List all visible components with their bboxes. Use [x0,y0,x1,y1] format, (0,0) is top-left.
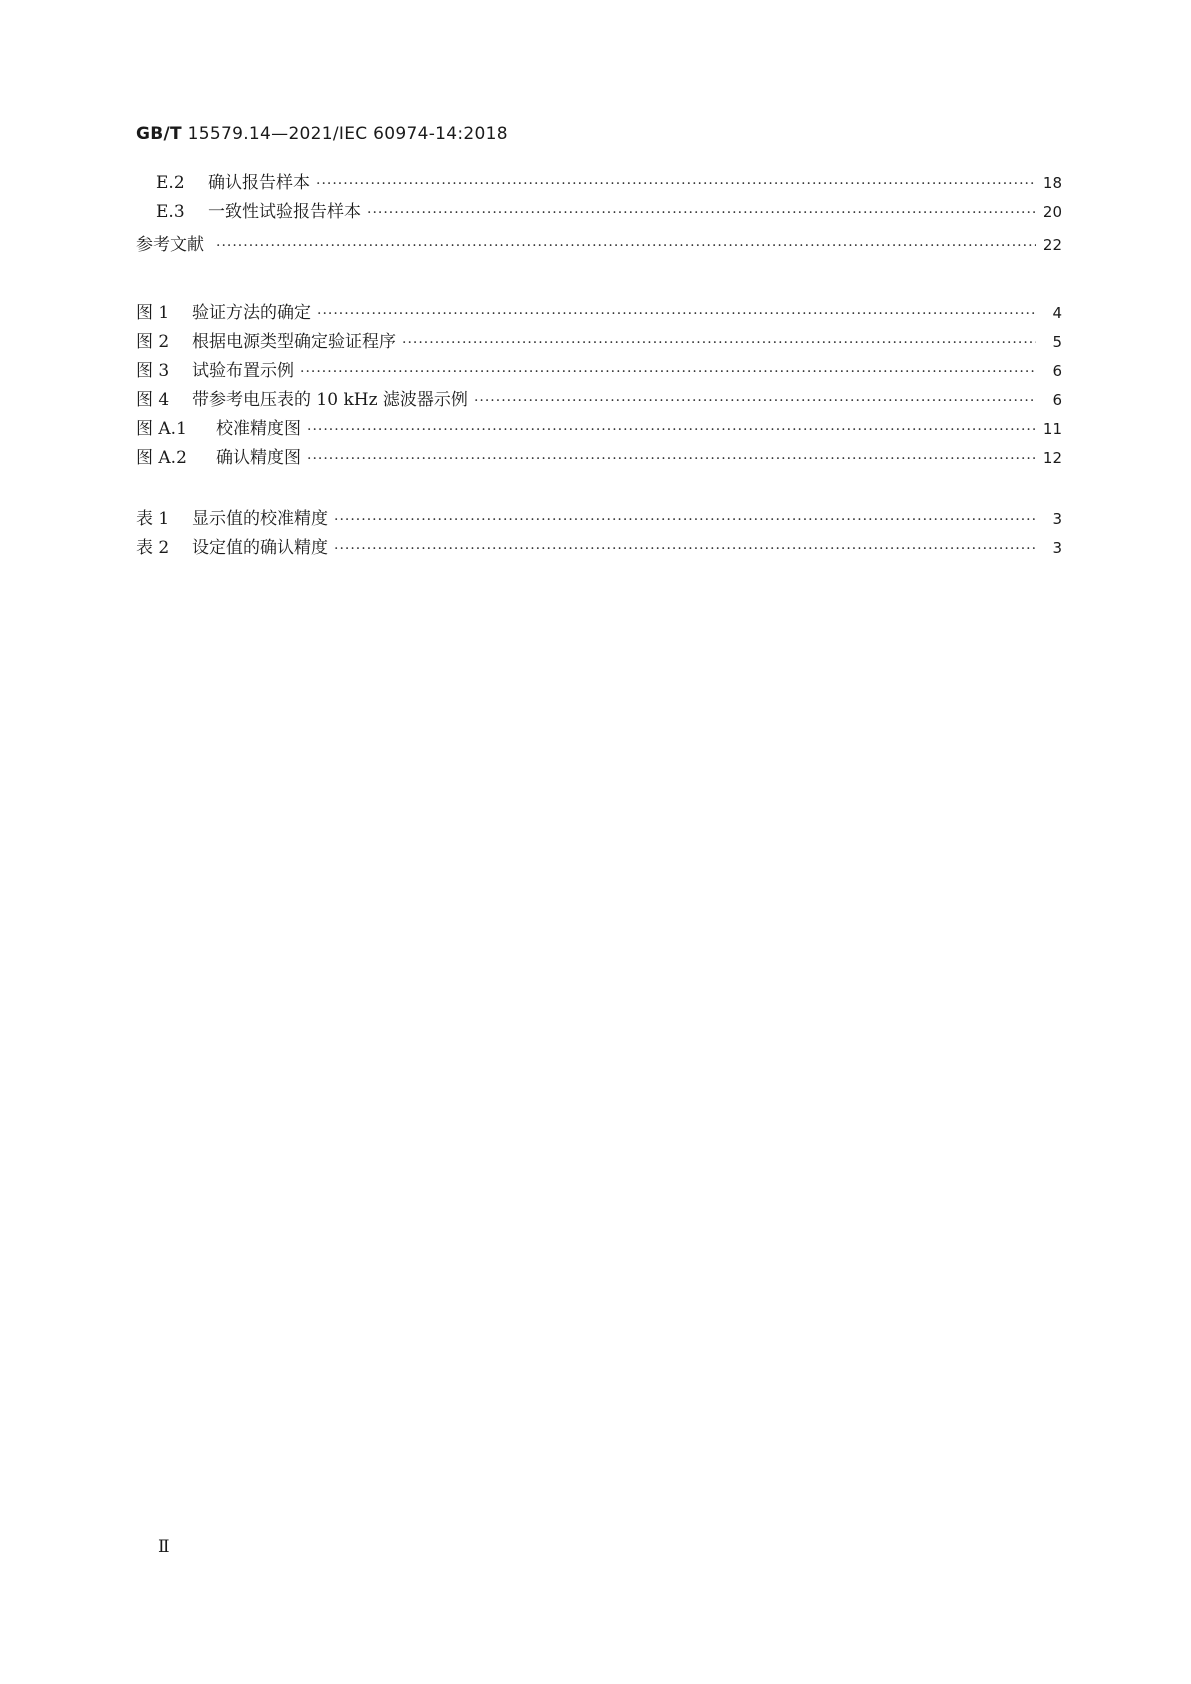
toc-table-entry[interactable] [136,504,1062,530]
page-number: Ⅱ [158,1537,170,1557]
toc-entry-label: 参考文献 [136,235,204,255]
toc-leader-dots [307,422,1036,438]
toc-figure-entry[interactable] [136,356,1062,382]
toc-leader-dots [216,238,1036,254]
toc-entry-page: 5 [1052,333,1062,351]
toc-entry-number: 图 2 [136,332,170,352]
toc-entry-label: 设定值的确认精度 [192,538,328,558]
toc-entry-page: 6 [1052,362,1062,380]
toc-entry-page: 3 [1052,539,1062,557]
toc-entry-label: 带参考电压表的 10 kHz 滤波器示例 [192,390,468,410]
toc-table-entry[interactable] [136,533,1062,559]
toc-entry-label: 确认精度图 [216,448,301,468]
standard-number: 15579.14—2021/IEC 60974-14:2018 [181,124,508,144]
toc-figure-entry[interactable] [136,443,1062,469]
toc-entry-number: 图 4 [136,390,170,410]
toc-entry[interactable] [136,168,1062,194]
toc-entry-page: 20 [1042,203,1062,221]
toc-entry-number: 图 1 [136,303,170,323]
toc-entry-page: 11 [1042,420,1062,438]
toc-entry-page: 3 [1052,510,1062,528]
toc-entry-label: 根据电源类型确定验证程序 [192,332,396,352]
toc-entry-number: 图 A.2 [136,448,187,468]
toc-leader-dots [402,335,1036,351]
toc-leader-dots [316,176,1036,192]
toc-entry-page: 22 [1042,236,1062,254]
toc-entry-number: E.3 [156,202,185,222]
toc-leader-dots [334,541,1036,557]
standard-prefix: GB/T [136,124,182,144]
toc-entry-page: 6 [1052,391,1062,409]
toc-figure-entry[interactable] [136,298,1062,324]
toc-entry-label: 显示值的校准精度 [192,509,328,529]
toc-leader-dots [307,451,1036,467]
toc-entry-label: 一致性试验报告样本 [208,202,361,222]
toc-leader-dots [367,205,1036,221]
toc-entry-page: 4 [1052,304,1062,322]
toc-entry-page: 12 [1042,449,1062,467]
toc-entry-number: 表 2 [136,538,170,558]
toc-figure-entry[interactable] [136,414,1062,440]
toc-entry-label: 校准精度图 [216,419,301,439]
toc-entry-number: E.2 [156,173,185,193]
toc-figure-entry[interactable] [136,327,1062,353]
toc-entry-bibliography[interactable] [136,230,1062,256]
toc-entry-label: 确认报告样本 [208,173,310,193]
toc-leader-dots [334,512,1036,528]
document-header [136,124,508,144]
toc-figure-entry[interactable] [136,385,1062,411]
toc-leader-dots [474,393,1036,409]
toc-entry-page: 18 [1042,174,1062,192]
toc-entry-number: 表 1 [136,509,170,529]
toc-entry-label: 试验布置示例 [192,361,294,381]
toc-entry-label: 验证方法的确定 [192,303,311,323]
toc-entry-number: 图 3 [136,361,170,381]
toc-leader-dots [300,364,1036,380]
toc-entry[interactable] [136,197,1062,223]
toc-entry-number: 图 A.1 [136,419,187,439]
toc-leader-dots [317,306,1036,322]
